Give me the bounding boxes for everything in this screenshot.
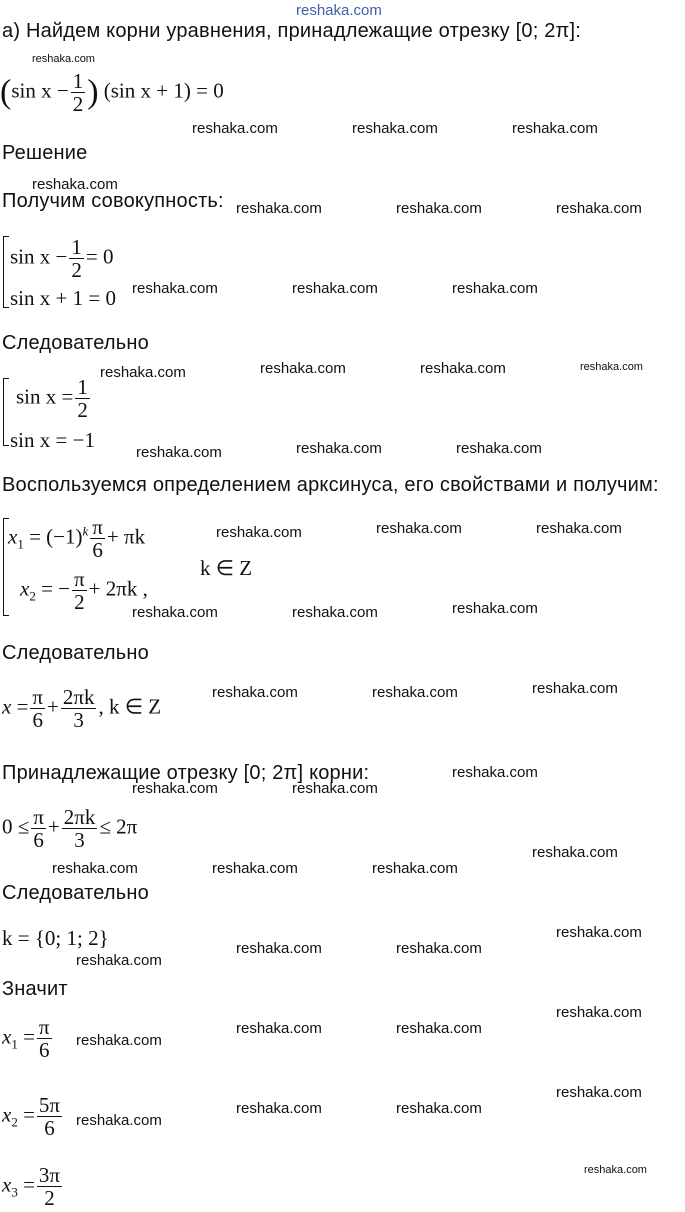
watermark: reshaka.com [236, 940, 322, 957]
inequality: 0 ≤ $\frac{\pi}{6}$ + $\frac{2\pi k}{3}$ ≤ 2π [2, 805, 138, 852]
watermark: reshaka.com [132, 604, 218, 621]
get-set-text: Получим совокупность: [2, 190, 224, 212]
watermark: reshaka.com [236, 200, 322, 217]
watermark: reshaka.com [396, 1100, 482, 1117]
watermark: reshaka.com [76, 952, 162, 969]
set1-line1: sin x − $\frac{1}{2}$ = 0 [10, 235, 114, 282]
watermark: reshaka.com [556, 1084, 642, 1101]
therefore-text-2: Следовательно [2, 642, 149, 664]
watermark: reshaka.com [132, 780, 218, 797]
watermark: reshaka.com [420, 360, 506, 377]
watermark: reshaka.com [136, 444, 222, 461]
watermark: reshaka.com [260, 360, 346, 377]
watermark: reshaka.com [236, 1100, 322, 1117]
watermark: reshaka.com [292, 604, 378, 621]
watermark: reshaka.com [396, 940, 482, 957]
k-in-z: k ∈ Z [200, 556, 253, 580]
x1-general: $x_1 = (-1)^k$ $\frac{\pi}{6}$ + πk [8, 515, 146, 562]
hence-text: Значит [2, 978, 68, 1000]
watermark: reshaka.com [452, 600, 538, 617]
watermark: reshaka.com [452, 764, 538, 781]
root-x3: $x_3$ = $\frac{3\pi}{2}$ [2, 1163, 61, 1210]
watermark: reshaka.com [292, 280, 378, 297]
watermark: reshaka.com [532, 844, 618, 861]
watermark: reshaka.com [580, 361, 643, 373]
watermark: reshaka.com [452, 280, 538, 297]
k-set: k = {0; 1; 2} [2, 926, 109, 950]
watermark: reshaka.com [212, 684, 298, 701]
watermark: reshaka.com [532, 680, 618, 697]
watermark: reshaka.com [76, 1032, 162, 1049]
set1-line2: sin x + 1 = 0 [10, 286, 116, 310]
watermark: reshaka.com [512, 120, 598, 137]
watermark: reshaka.com [216, 524, 302, 541]
general-solution: x = $\frac{\pi}{6}$ + $\frac{2\pi k}{3}$ , k ∈ Z [2, 685, 162, 732]
watermark: reshaka.com [456, 440, 542, 457]
set2-line1: sin x = $\frac{1}{2}$ [16, 375, 88, 422]
watermark: reshaka.com [556, 924, 642, 941]
watermark: reshaka.com [396, 1020, 482, 1037]
watermark: reshaka.com [372, 860, 458, 877]
watermark: reshaka.com [32, 53, 95, 65]
main-equation: (sin x − $\frac{1}{2}$ ) (sin x + 1) = 0 [0, 69, 224, 116]
watermark-top: reshaka.com [296, 2, 382, 19]
set-bracket [3, 378, 9, 446]
therefore-text-1: Следовательно [2, 332, 149, 354]
set2-line2: sin x = −1 [10, 428, 95, 452]
therefore-text-3: Следовательно [2, 882, 149, 904]
watermark: reshaka.com [192, 120, 278, 137]
set-bracket [3, 236, 9, 308]
intro-text: а) Найдем корни уравнения, принадлежащие отрезку [0; 2π]: [2, 20, 582, 42]
watermark: reshaka.com [396, 200, 482, 217]
watermark: reshaka.com [584, 1164, 647, 1176]
watermark: reshaka.com [376, 520, 462, 537]
watermark: reshaka.com [32, 176, 118, 193]
watermark: reshaka.com [236, 1020, 322, 1037]
watermark: reshaka.com [536, 520, 622, 537]
watermark: reshaka.com [556, 200, 642, 217]
solution-heading: Решение [2, 142, 88, 164]
watermark: reshaka.com [296, 440, 382, 457]
use-definition-text: Воспользуемся определением арксинуса, его свойствами и получим: [2, 474, 659, 496]
watermark: reshaka.com [132, 280, 218, 297]
watermark: reshaka.com [556, 1004, 642, 1021]
watermark: reshaka.com [372, 684, 458, 701]
x2-general: $x_2$ = − $\frac{\pi}{2}$ + 2πk , [20, 567, 148, 614]
belong-text: Принадлежащие отрезку [0; 2π] корни: [2, 762, 370, 784]
watermark: reshaka.com [52, 860, 138, 877]
watermark: reshaka.com [100, 364, 186, 381]
watermark: reshaka.com [292, 780, 378, 797]
watermark: reshaka.com [76, 1112, 162, 1129]
watermark: reshaka.com [212, 860, 298, 877]
root-x1: $x_1$ = $\frac{\pi}{6}$ [2, 1015, 50, 1062]
root-x2: $x_2$ = $\frac{5\pi}{6}$ [2, 1093, 61, 1140]
watermark: reshaka.com [352, 120, 438, 137]
